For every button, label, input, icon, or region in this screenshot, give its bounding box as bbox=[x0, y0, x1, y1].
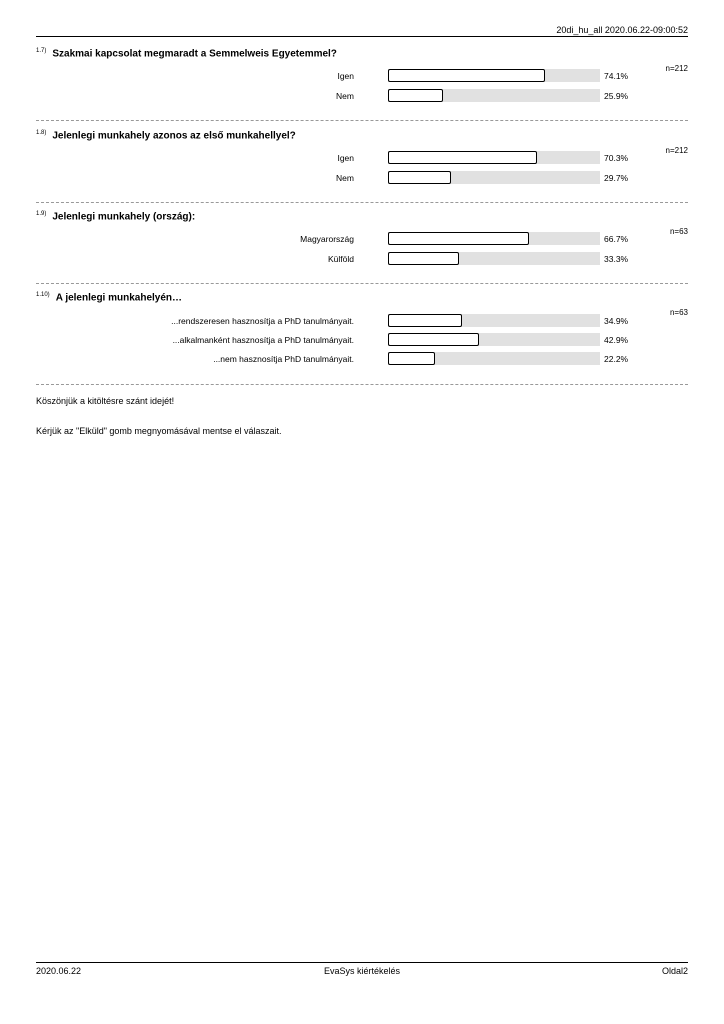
answer-percent: 33.3% bbox=[604, 254, 629, 264]
answer-label: Magyarország bbox=[300, 234, 354, 244]
question-title bbox=[36, 211, 195, 222]
question-number: 1.10) bbox=[36, 292, 50, 298]
response-count: n=212 bbox=[665, 146, 688, 155]
question-number: 1.7) bbox=[36, 48, 47, 54]
answer-bar bbox=[388, 232, 600, 245]
question-1-8 bbox=[36, 130, 688, 190]
answer-bar-fill bbox=[388, 89, 443, 102]
answer-bar bbox=[388, 352, 600, 365]
footer-page-number: Oldal2 bbox=[661, 966, 688, 976]
answer-row bbox=[36, 151, 688, 165]
footer-title: EvaSys kiértékelés bbox=[323, 966, 401, 976]
answer-row bbox=[36, 171, 688, 185]
answer-bar bbox=[388, 314, 600, 327]
instruction-text: Kérjük az "Elküld" gomb megnyomásával mentse el válaszait. bbox=[36, 426, 282, 436]
answer-label: Külföld bbox=[328, 254, 354, 264]
thanks-text: Köszönjük a kitöltésre szánt idejét! bbox=[36, 396, 175, 406]
answer-bar-fill bbox=[388, 151, 537, 164]
answer-label: ...nem hasznosítja PhD tanulmányait. bbox=[213, 354, 354, 364]
answer-percent: 42.9% bbox=[604, 335, 629, 345]
answer-label: ...rendszeresen hasznosítja a PhD tanulmányait. bbox=[171, 316, 354, 326]
question-1-9 bbox=[36, 211, 688, 271]
answer-bar-fill bbox=[388, 171, 451, 184]
answer-bar-fill bbox=[388, 252, 459, 265]
answer-bar-fill bbox=[388, 232, 529, 245]
question-title bbox=[36, 292, 182, 303]
answer-label: Igen bbox=[337, 153, 354, 163]
answer-bar-fill bbox=[388, 314, 462, 327]
answer-percent: 29.7% bbox=[604, 173, 629, 183]
question-title bbox=[36, 48, 337, 59]
answer-bar bbox=[388, 151, 600, 164]
answer-row bbox=[36, 232, 688, 246]
question-text: Jelenlegi munkahely azonos az első munkahellyel? bbox=[52, 130, 296, 142]
answer-row bbox=[36, 352, 688, 366]
answer-row bbox=[36, 314, 688, 328]
separator bbox=[36, 202, 688, 203]
answer-label: Igen bbox=[337, 71, 354, 81]
answer-row bbox=[36, 89, 688, 103]
answer-bar bbox=[388, 171, 600, 184]
question-1-7 bbox=[36, 48, 688, 108]
question-text: A jelenlegi munkahelyén… bbox=[55, 292, 183, 304]
answer-bar-fill bbox=[388, 69, 545, 82]
answer-row bbox=[36, 69, 688, 83]
question-1-10 bbox=[36, 292, 688, 372]
response-count: n=212 bbox=[665, 64, 688, 73]
answer-row bbox=[36, 252, 688, 266]
answer-bar bbox=[388, 89, 600, 102]
answer-bar bbox=[388, 252, 600, 265]
answer-bar bbox=[388, 333, 600, 346]
answer-row bbox=[36, 333, 688, 347]
answer-bar-fill bbox=[388, 352, 435, 365]
question-text: Szakmai kapcsolat megmaradt a Semmelweis Egyetemmel? bbox=[52, 48, 337, 60]
answer-percent: 70.3% bbox=[604, 153, 629, 163]
separator bbox=[36, 384, 688, 385]
response-count: n=63 bbox=[669, 308, 688, 317]
answer-percent: 25.9% bbox=[604, 91, 629, 101]
question-text: Jelenlegi munkahely (ország): bbox=[52, 211, 196, 223]
header-rule bbox=[36, 36, 688, 37]
question-number: 1.9) bbox=[36, 211, 47, 217]
answer-label: ...alkalmanként hasznosítja a PhD tanulmányait. bbox=[172, 335, 354, 345]
answer-percent: 34.9% bbox=[604, 316, 629, 326]
footer-rule bbox=[36, 962, 688, 963]
separator bbox=[36, 120, 688, 121]
answer-bar-fill bbox=[388, 333, 479, 346]
answer-bar bbox=[388, 69, 600, 82]
answer-percent: 74.1% bbox=[604, 71, 629, 81]
separator bbox=[36, 283, 688, 284]
answer-label: Nem bbox=[336, 91, 354, 101]
answer-percent: 66.7% bbox=[604, 234, 629, 244]
question-number: 1.8) bbox=[36, 130, 47, 136]
page-header-info: 20di_hu_all 2020.06.22-09:00:52 bbox=[556, 25, 688, 35]
response-count: n=63 bbox=[669, 227, 688, 236]
answer-percent: 22.2% bbox=[604, 354, 629, 364]
footer-date: 2020.06.22 bbox=[36, 966, 82, 976]
question-title bbox=[36, 130, 296, 141]
answer-label: Nem bbox=[336, 173, 354, 183]
